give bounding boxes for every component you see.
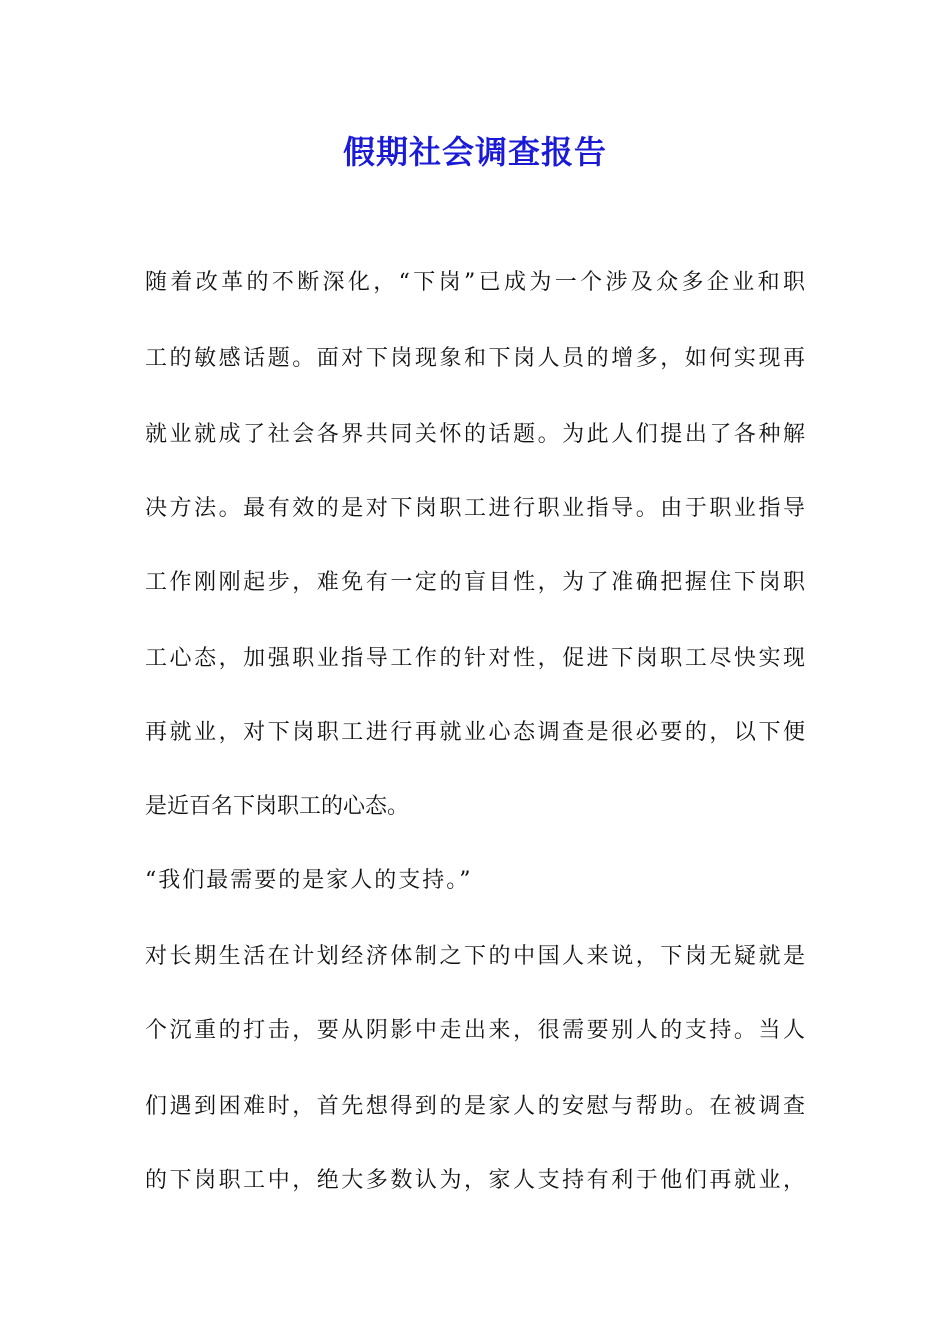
paragraph-line: 就业就成了社会各界共同关怀的话题。为此人们提出了各种解 [145, 422, 805, 447]
quote-line: “我们最需要的是家人的支持。” [145, 868, 473, 893]
paragraph-line: 决方法。最有效的是对下岗职工进行职业指导。由于职业指导 [145, 496, 805, 521]
paragraph-line: 的下岗职工中，绝大多数认为，家人支持有利于他们再就业， [145, 1168, 805, 1193]
paragraph-line: 随着改革的不断深化，“下岗”已成为一个涉及众多企业和职 [145, 270, 805, 295]
document-title: 假期社会调查报告 [342, 133, 607, 171]
paragraph-line: 是近百名下岗职工的心态。 [145, 794, 410, 819]
paragraph-line: 工心态，加强职业指导工作的针对性，促进下岗职工尽快实现 [145, 646, 805, 671]
paragraph-line: 们遇到困难时，首先想得到的是家人的安慰与帮助。在被调查 [145, 1094, 805, 1119]
paragraph-line: 对长期生活在计划经济体制之下的中国人来说，下岗无疑就是 [145, 944, 805, 969]
paragraph-line: 工作刚刚起步，难免有一定的盲目性，为了准确把握住下岗职 [145, 570, 805, 595]
paragraph-line: 个沉重的打击，要从阴影中走出来，很需要别人的支持。当人 [145, 1018, 805, 1043]
paragraph-line: 再就业，对下岗职工进行再就业心态调查是很必要的，以下便 [145, 720, 805, 745]
paragraph-line: 工的敏感话题。面对下岗现象和下岗人员的增多，如何实现再 [145, 346, 805, 371]
